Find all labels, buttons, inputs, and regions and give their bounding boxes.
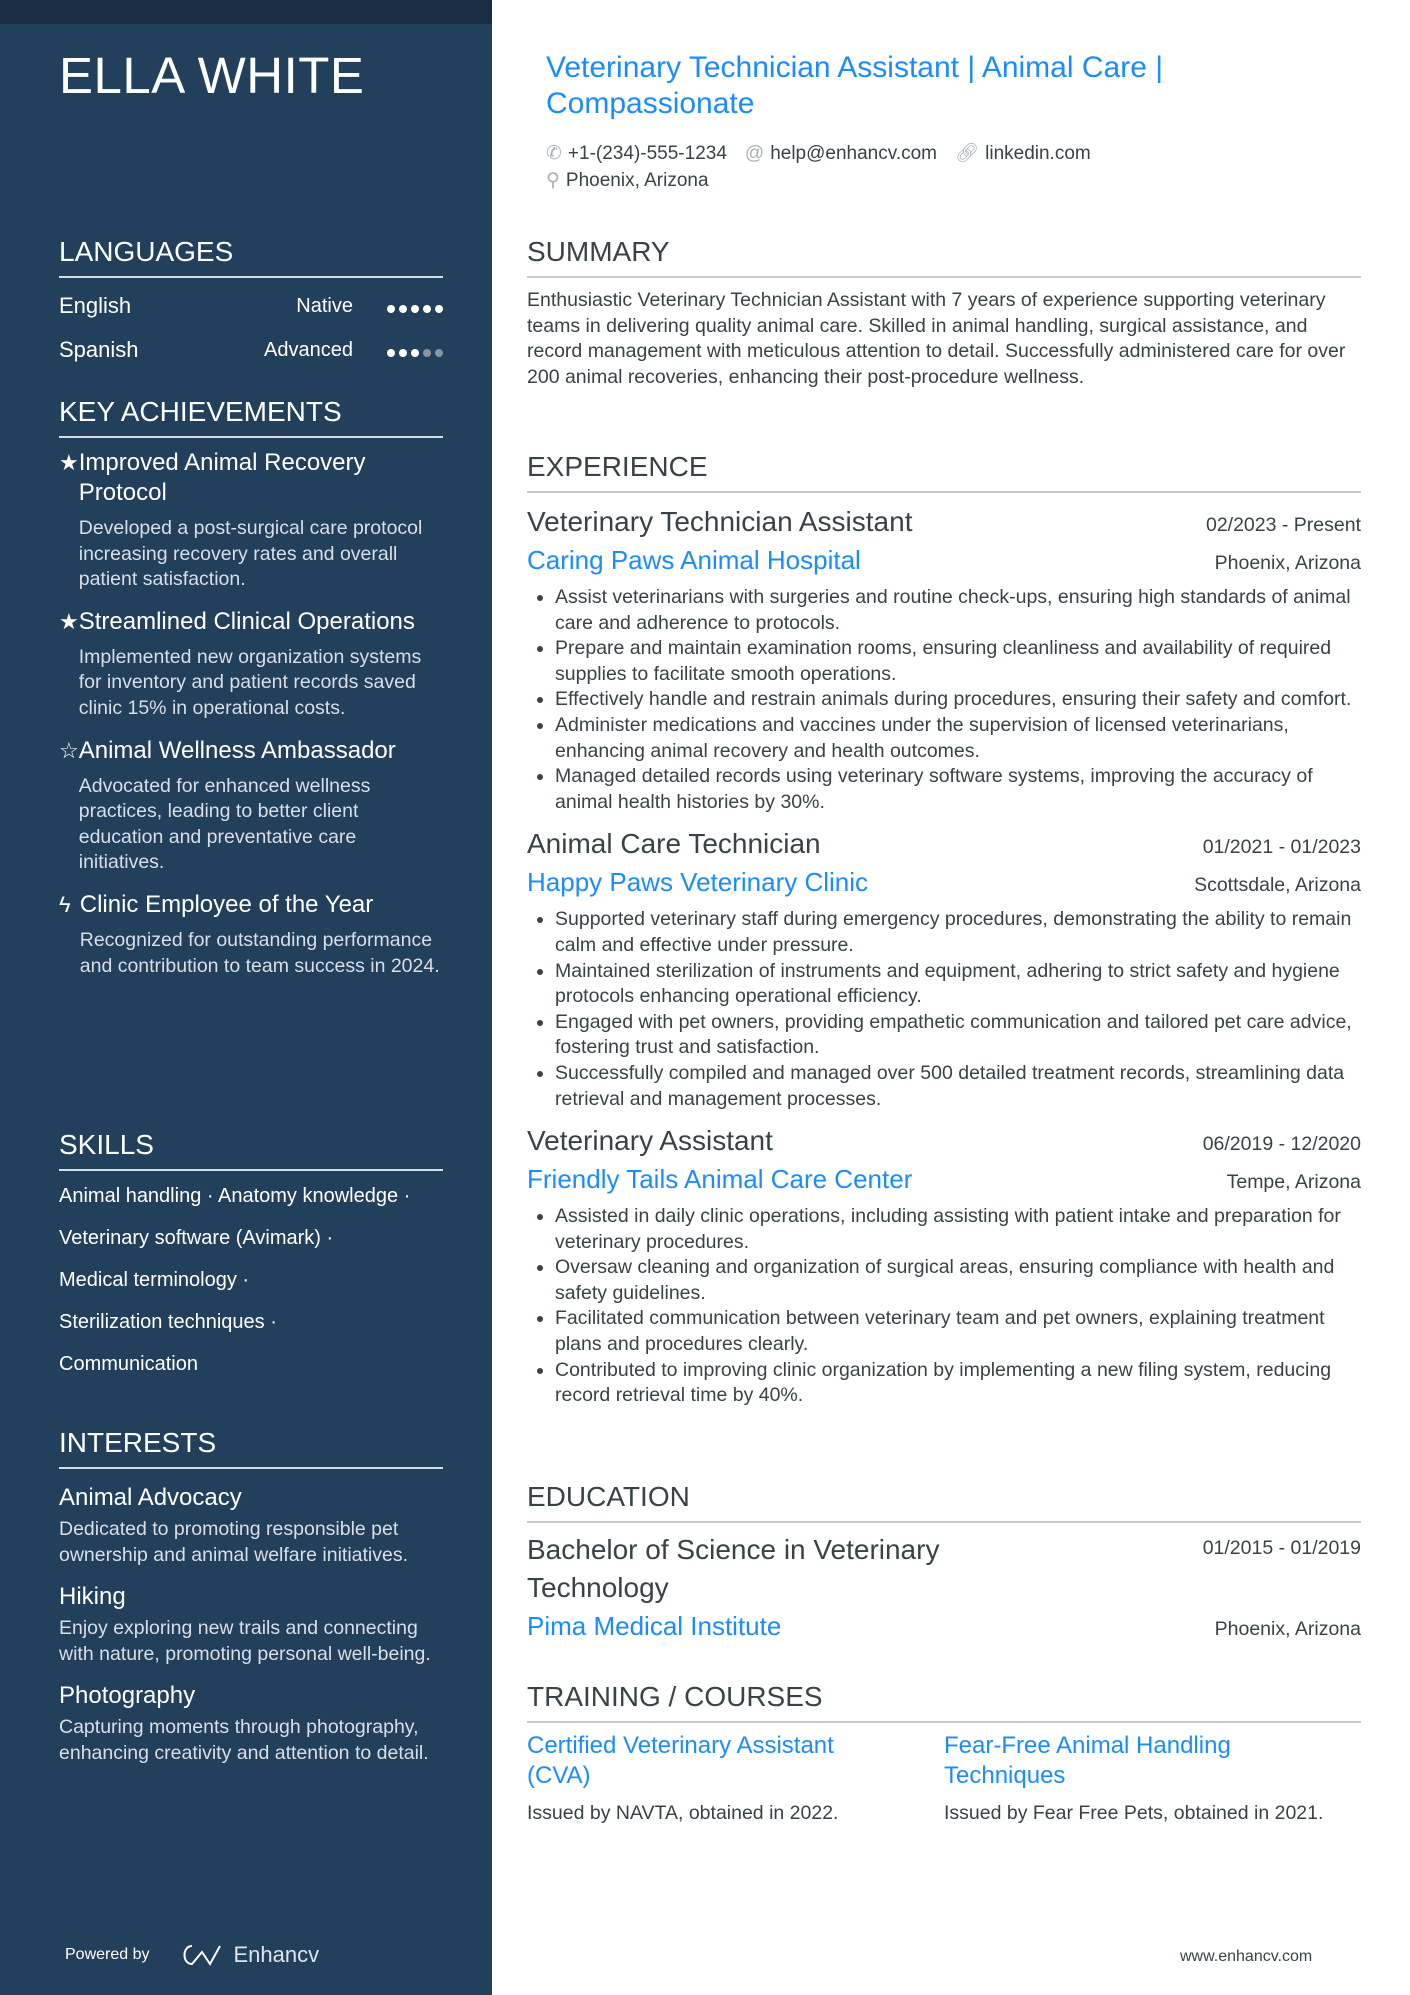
interests-section <box>59 1427 443 1767</box>
company-name: Friendly Tails Animal Care Center <box>527 1164 913 1195</box>
education-section <box>527 1481 1361 1645</box>
company-name: Happy Paws Veterinary Clinic <box>527 867 869 898</box>
achievement-item <box>59 736 443 876</box>
job-bullet: • Managed detailed records using veterinary software systems, improving the accuracy of animal health histories by 30%. <box>555 764 1361 815</box>
interest-desc: Capturing moments through photography, enhancing creativity and attention to detail. <box>59 1716 429 1764</box>
achievement-item <box>59 448 443 593</box>
powered-by-label: Powered by <box>65 1946 150 1963</box>
skill-line: Animal handling · Anatomy knowledge · <box>59 1185 411 1207</box>
at-icon: @ <box>744 143 765 164</box>
course-desc: Issued by Fear Free Pets, obtained in 2021. <box>944 1802 1324 1824</box>
star-outline-icon: ☆ <box>59 737 79 763</box>
training-section <box>527 1681 1361 1827</box>
education-dates: 01/2015 - 01/2019 <box>1202 1537 1361 1559</box>
skills-heading: SKILLS <box>59 1129 443 1171</box>
job-location: Phoenix, Arizona <box>1214 552 1361 574</box>
job-location: Tempe, Arizona <box>1226 1171 1361 1194</box>
candidate-name: ELLA WHITE <box>59 47 365 104</box>
sidebar-top-band <box>0 0 492 24</box>
training-heading: TRAINING / COURSES <box>527 1681 1361 1723</box>
summary-section <box>527 236 1361 390</box>
job-bullet: • Supported veterinary staff during emergency procedures, demonstrating the ability to remain calm and effective under pressure. <box>555 907 1361 958</box>
course-item <box>944 1731 1361 1827</box>
job-bullet: • Effectively handle and restrain animals during procedures, ensuring their safety and comfort. <box>555 687 1361 713</box>
job-bullet: • Successfully compiled and managed over 500 detailed treatment records, streamlining data retrieval and management processes. <box>555 1061 1361 1112</box>
course-title: Certified Veterinary Assistant (CVA) <box>527 1732 834 1789</box>
language-name: Spanish <box>59 337 139 362</box>
achievements-section <box>59 396 443 979</box>
achievement-desc: Implemented new organization systems for inventory and patient records saved clinic 15% in operational costs. <box>78 645 422 719</box>
school: Pima Medical Institute <box>527 1611 782 1641</box>
experience-heading: EXPERIENCE <box>527 451 1361 493</box>
experience-section <box>527 451 1361 1409</box>
job-bullet: • Assisted in daily clinic operations, including assisting with patient intake and preparation for veterinary procedures. <box>555 1204 1361 1255</box>
star-filled-icon: ★ <box>59 450 79 475</box>
job-bullet: • Engaged with pet owners, providing empathetic communication and tailored pet care advice, fostering trust and satisfaction. <box>555 1010 1361 1061</box>
job-bullets <box>527 907 1361 1112</box>
job-entry <box>527 825 1361 1112</box>
course-item <box>527 1731 944 1827</box>
location: Phoenix, Arizona <box>565 170 709 191</box>
achievement-item <box>59 607 443 722</box>
achievement-desc: Recognized for outstanding performance and contribution to team success in 2024. <box>79 928 440 977</box>
linkedin-link[interactable]: linkedin.com <box>985 143 1091 164</box>
language-row <box>59 284 443 328</box>
job-bullet: • Prepare and maintain examination rooms, ensuring cleanliness and availability of required supplies to facilitate smooth operations. <box>555 636 1361 687</box>
email-link[interactable]: help@enhancv.com <box>770 143 937 164</box>
achievement-title: Improved Animal Recovery Protocol <box>78 449 366 506</box>
achievement-title: Streamlined Clinical Operations <box>78 607 415 635</box>
interest-desc: Dedicated to promoting responsible pet ownership and animal welfare initiatives. <box>59 1518 409 1566</box>
skill-line: Veterinary software (Avimark) · <box>59 1227 334 1249</box>
proficiency-dots <box>383 337 443 363</box>
interest-desc: Enjoy exploring new trails and connecting with nature, promoting personal well-being. <box>59 1617 431 1665</box>
language-name: English <box>59 293 132 318</box>
job-bullets <box>527 1204 1361 1409</box>
interest-title: Animal Advocacy <box>59 1484 242 1511</box>
job-bullet: • Oversaw cleaning and organization of surgical areas, ensuring compliance with health and safety guidelines. <box>555 1255 1361 1306</box>
enhancv-brand: Enhancv <box>233 1942 320 1967</box>
course-desc: Issued by NAVTA, obtained in 2022. <box>527 1802 839 1824</box>
achievement-title: Clinic Employee of the Year <box>79 890 374 918</box>
lightning-icon: ϟ <box>59 891 71 917</box>
job-bullet: • Administer medications and vaccines under the supervision of licensed veterinarians, enhancing animal recovery and health outcomes. <box>555 713 1361 764</box>
job-entry <box>527 1122 1361 1409</box>
skill-line: Medical terminology · <box>59 1269 250 1291</box>
skills-section <box>59 1129 443 1385</box>
job-bullet: • Maintained sterilization of instruments and equipment, adhering to strict safety and hygiene protocols enhancing operational efficiency. <box>555 959 1361 1010</box>
phone-icon: ✆ <box>546 143 562 164</box>
star-filled-icon: ★ <box>59 608 79 634</box>
enhancv-logo-icon <box>178 1942 224 1968</box>
skill-line: Sterilization techniques · <box>59 1311 277 1333</box>
job-dates: 06/2019 - 12/2020 <box>1202 1133 1361 1156</box>
education-location: Phoenix, Arizona <box>1214 1618 1361 1640</box>
job-dates: 02/2023 - Present <box>1205 514 1361 536</box>
language-level: Advanced <box>264 338 353 361</box>
job-title: Veterinary Assistant <box>527 1125 773 1157</box>
job-entry <box>527 503 1361 815</box>
achievement-desc: Advocated for enhanced wellness practices, leading to better client education and preventative care initiatives. <box>78 774 371 874</box>
job-location: Scottsdale, Arizona <box>1194 874 1361 897</box>
job-bullets <box>527 585 1361 815</box>
job-bullet: • Contributed to improving clinic organization by implementing a new filing system, reducing record retrieval time by 40%. <box>555 1358 1361 1409</box>
summary-text: Enthusiastic Veterinary Technician Assistant with 7 years of experience supporting veterinary teams in delivering quality animal care. Skilled in animal handling, surgical assistance, and record management with meticulous attention to detail. Successfully administered care for over 200 animal recoveries, enhancing their post-procedure wellness. <box>527 289 1346 388</box>
languages-section <box>59 236 443 372</box>
location-pin-icon: ⚲ <box>546 170 560 191</box>
course-title: Fear-Free Animal Handling Techniques <box>944 1732 1231 1789</box>
education-heading: EDUCATION <box>527 1481 1361 1523</box>
interests-heading: INTERESTS <box>59 1427 443 1469</box>
job-bullet: • Assist veterinarians with surgeries and routine check-ups, ensuring high standards of animal care and adherence to protocols. <box>555 585 1361 636</box>
achievement-desc: Developed a post-surgical care protocol increasing recovery rates and overall patient satisfaction. <box>78 517 423 591</box>
language-row <box>59 328 443 372</box>
summary-heading: SUMMARY <box>527 236 1361 278</box>
degree: Bachelor of Science in Veterinary Technology <box>527 1534 940 1603</box>
achievements-heading: KEY ACHIEVEMENTS <box>59 396 443 438</box>
job-title: Animal Care Technician <box>527 828 821 860</box>
phone: +1-(234)-555-1234 <box>567 143 727 164</box>
job-dates: 01/2021 - 01/2023 <box>1202 836 1361 859</box>
footer-website: www.enhancv.com <box>1180 1948 1313 1965</box>
headline: Veterinary Technician Assistant | Animal Care | Compassionate <box>546 51 1164 120</box>
job-bullet: • Facilitated communication between veterinary team and pet owners, explaining treatment plans and procedures clearly. <box>555 1306 1361 1357</box>
proficiency-dots <box>383 293 443 319</box>
achievement-title: Animal Wellness Ambassador <box>78 736 396 764</box>
skill-line: Communication <box>59 1353 198 1375</box>
powered-by <box>65 1942 319 1968</box>
company-name: Caring Paws Animal Hospital <box>527 545 861 575</box>
job-title: Veterinary Technician Assistant <box>527 506 913 537</box>
interest-title: Photography <box>59 1682 196 1710</box>
language-level: Native <box>296 294 353 317</box>
languages-heading: LANGUAGES <box>59 236 443 278</box>
achievement-item <box>59 890 443 979</box>
link-icon: 🔗︎ <box>955 143 980 164</box>
interest-title: Hiking <box>59 1583 126 1611</box>
contact-info <box>546 140 1346 194</box>
